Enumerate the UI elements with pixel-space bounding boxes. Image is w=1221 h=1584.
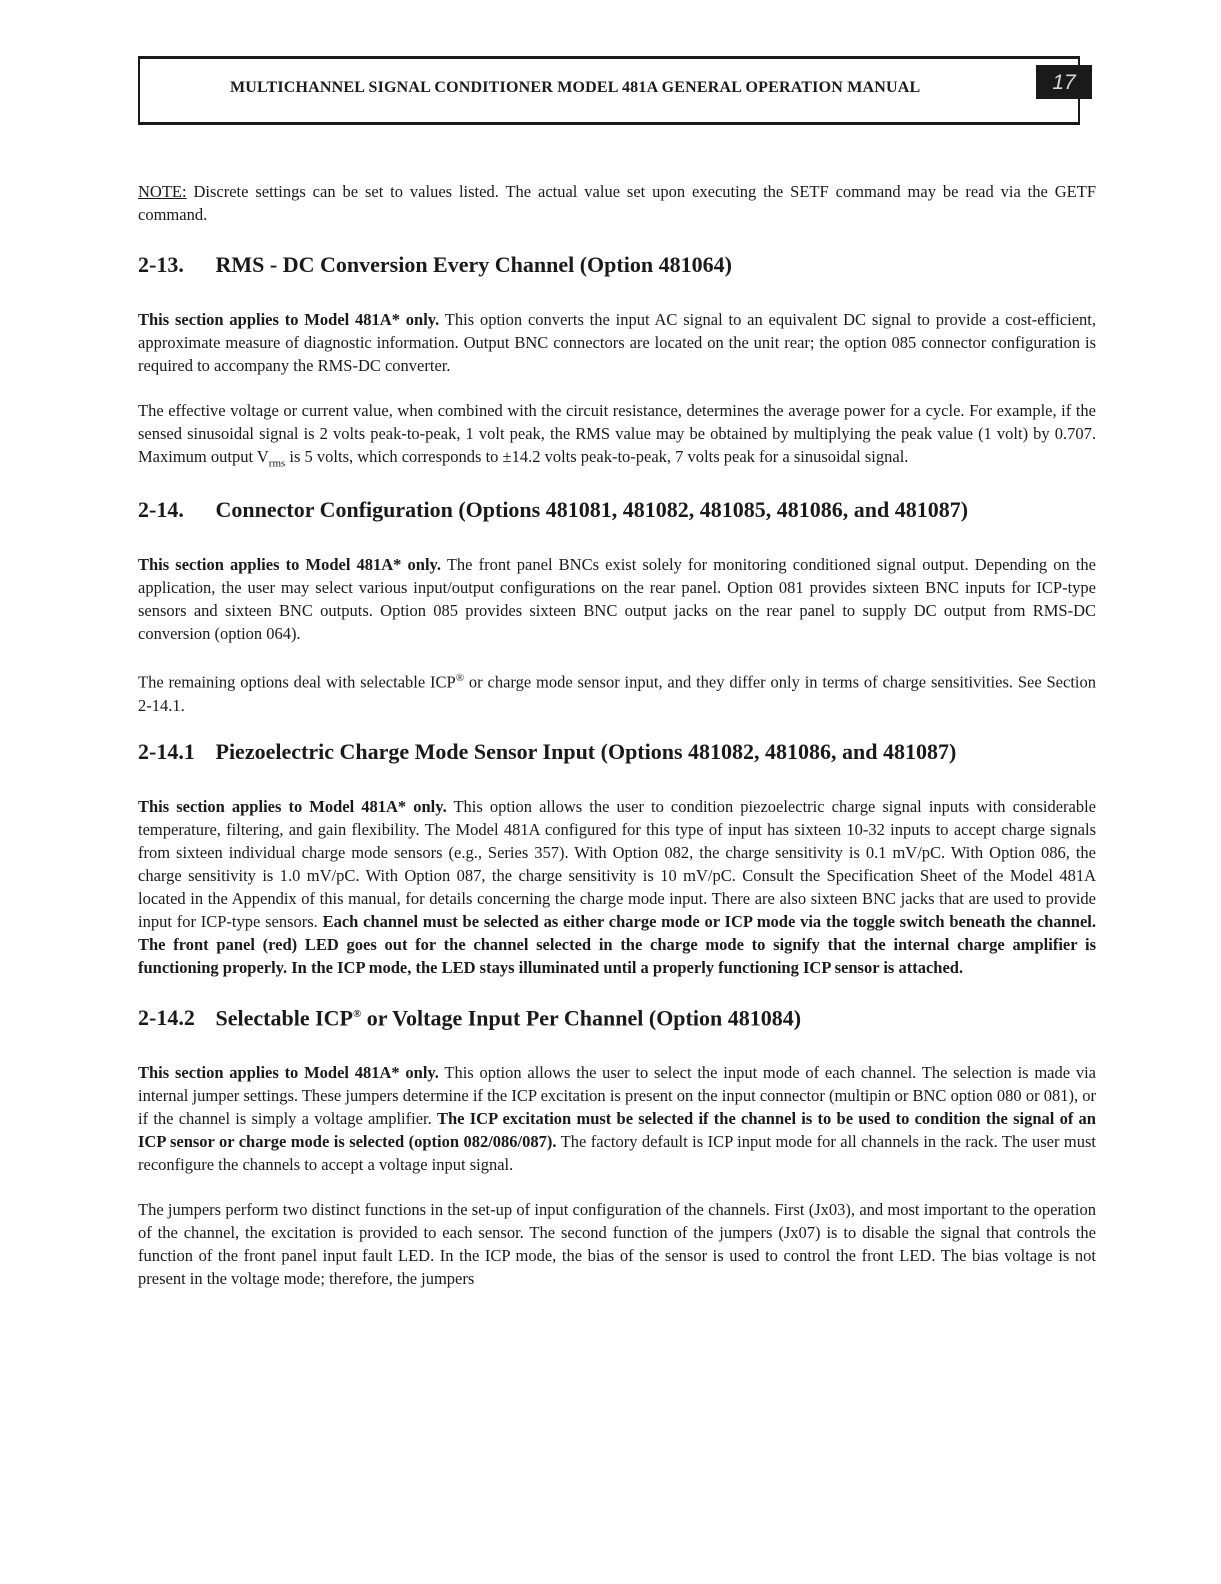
applies-to-note: This section applies to Model 481A* only. (138, 310, 440, 329)
section-number: 2-14. (138, 497, 184, 523)
section-number: 2-13. (138, 252, 184, 277)
page-body (138, 180, 1096, 1312)
note-paragraph (138, 180, 1096, 226)
section-title: Piezoelectric Charge Mode Sensor Input (Options 481082, 481086, and 481087) (215, 738, 957, 764)
section-2-13-heading (138, 252, 1096, 278)
applies-to-note: This section applies to Model 481A* only. (138, 555, 442, 575)
paragraph-text-cont: or charge mode sensor input, and they differ only in terms of charge sensitivities. See Section 2-14.1. (138, 672, 1097, 715)
section-number: 2-14.2 (138, 1005, 195, 1031)
paragraph-text: The jumpers perform two distinct functions in the set-up of input configuration of the channels. First (Jx03), and most important to the operation of the channel, the excitation is provided to each sensor. The second function of the jumpers (Jx07) is to disable the signal that controls the function of the front panel input fault LED. In the ICP mode, the bias of the sensor is used to control the front LED. The bias voltage is not present in the voltage mode; therefore, the jumpers (138, 1200, 1096, 1289)
applies-to-note: This section applies to Model 481A* only. (138, 1063, 439, 1083)
rms-subscript: rms (268, 457, 286, 470)
paragraph-text: The effective voltage or current value, when combined with the circuit resistance, determines the average power for a cycle. For example, if the sensed sinusoidal signal is 2 volts peak-to-peak, 1 volt peak, the RMS value may be obtained by multiplying the peak value (1 volt) by 0.707. Maximum output V (138, 401, 1096, 466)
paragraph-text: The remaining options deal with selectable ICP (138, 672, 456, 692)
applies-to-note: This section applies to Model 481A* only. (138, 796, 447, 816)
note-text: Discrete settings can be set to values listed. The actual value set upon executing the SETF command may be read via the GETF command. (138, 182, 1096, 224)
paragraph-text: This option converts the input AC signal to an equivalent DC signal to provide a cost-efficient, approximate measure of diagnostic information. Output BNC connectors are located on the unit rear; the option 085 connector configuration is required to accompany the RMS-DC converter. (138, 310, 1096, 375)
section-title: Selectable ICP (215, 1005, 353, 1031)
section-2-14-1-heading (138, 739, 1096, 765)
manual-title: MULTICHANNEL SIGNAL CONDITIONER MODEL 481A GENERAL OPERATION MANUAL (230, 79, 921, 96)
registered-mark: ® (352, 1007, 362, 1020)
section-number: 2-14.1 (138, 738, 195, 764)
paragraph-text: This option allows the user to select the input mode of each channel. The selection is made via internal jumper settings. These jumpers determine if the ICP excitation is present on the input connector (multipin or BNC option 080 or 081), or if the channel is simply a voltage amplifier. (138, 1063, 1096, 1129)
paragraph-text: The front panel BNCs exist solely for monitoring conditioned signal output. Depending on the application, the user may select various input/output configurations on the rear panel. Option 081 provides sixteen BNC inputs for ICP-type sensors and sixteen BNC outputs. Option 085 provides sixteen BNC output jacks on the rear panel to supply DC output from RMS-DC conversion (option 064). (138, 555, 1096, 644)
paragraph-emphasis: Each channel must be selected as either charge mode or ICP mode via the toggle switch beneath the channel. The front panel (red) LED goes out for the channel selected in the charge mode to signify that the internal charge amplifier is functioning properly. In the ICP mode, the LED stays illuminated until a properly functioning ICP sensor is attached. (138, 911, 1096, 977)
section-2-14-2-paragraph-1 (138, 1061, 1096, 1176)
section-2-14-paragraph-1 (138, 553, 1096, 645)
section-title: Connector Configuration (Options 481081, 481082, 481085, 481086, and 481087) (215, 497, 969, 523)
paragraph-text: This option allows the user to condition piezoelectric charge signal inputs with considerable temperature, filtering, and gain flexibility. The Model 481A configured for this type of input has sixteen 10-32 inputs to accept charge signals from sixteen individual charge mode sensors (e.g., Series 357). With Option 082, the charge sensitivity is 0.1 mV/pC. With Option 086, the charge sensitivity is 1.0 mV/pC. With Option 087, the charge sensitivity is 10 mV/pC. Consult the Specification Sheet of the Model 481A located in the Appendix of this manual, for details concerning the charge mode input. There are also sixteen BNC jacks that are used to provide input for ICP-type sensors. (138, 796, 1097, 931)
paragraph-text-cont: The factory default is ICP input mode for all channels in the rack. The user must reconfigure the channels to accept a voltage input signal. (138, 1132, 1096, 1175)
paragraph-text-cont: is 5 volts, which corresponds to ±14.2 volts peak-to-peak, 7 volts peak for a sinusoidal signal. (285, 447, 909, 466)
section-title: RMS - DC Conversion Every Channel (Option 481064) (215, 252, 732, 277)
paragraph-emphasis: The ICP excitation must be selected if the channel is to be used to condition the signal of an ICP sensor or charge mode is selected (option 082/086/087). (138, 1109, 1096, 1152)
page-number: 17 (1036, 65, 1092, 99)
section-2-14-2-heading (138, 1001, 1096, 1031)
registered-mark: ® (455, 672, 465, 685)
section-2-14-heading (138, 497, 1096, 523)
section-2-13-paragraph-2 (138, 399, 1096, 475)
section-title-cont: or Voltage Input Per Channel (Option 481084) (361, 1005, 802, 1031)
section-2-14-2-paragraph-2 (138, 1198, 1096, 1290)
section-2-14-1-paragraph-1 (138, 795, 1096, 979)
page-header (138, 56, 1080, 125)
section-2-13-paragraph-1 (138, 308, 1096, 377)
note-label: NOTE: (138, 182, 187, 201)
section-2-14-paragraph-2 (138, 667, 1096, 717)
